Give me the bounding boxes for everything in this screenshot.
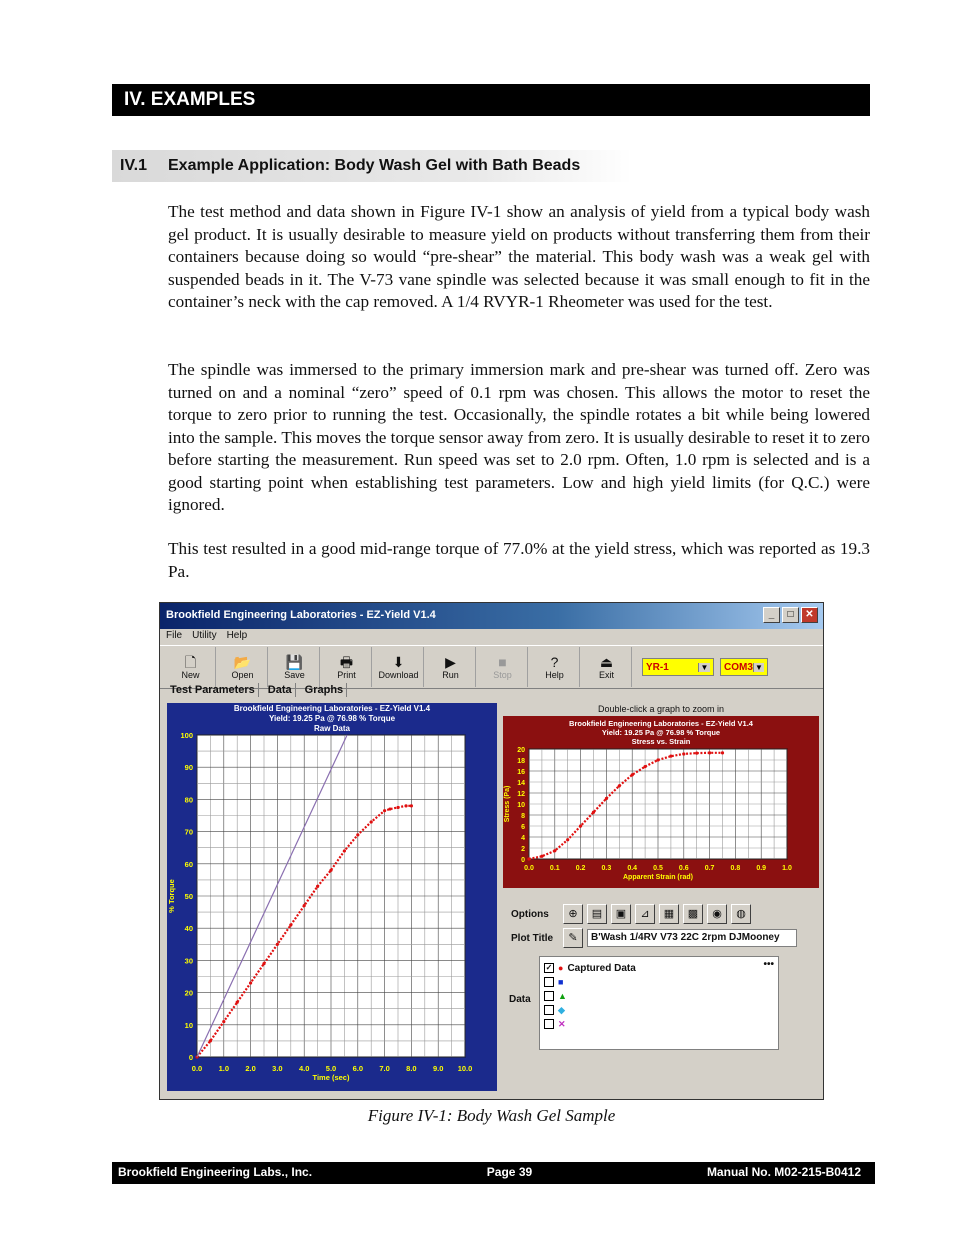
x-tick-label: 0.7 [704, 865, 715, 872]
y-tick-label: 20 [517, 747, 525, 754]
save-plot-icon[interactable]: ▣ [611, 904, 631, 924]
data-point [276, 943, 279, 946]
tab-test-parameters[interactable]: Test Parameters [167, 683, 259, 697]
data-point [388, 807, 391, 810]
help-icon: ? [550, 654, 559, 670]
subsection-number: IV.1 [120, 157, 147, 174]
data-point [222, 1020, 225, 1023]
y-tick-label: 100 [180, 731, 193, 740]
series-marker-icon: ◆ [558, 1004, 565, 1015]
series-checkbox[interactable] [544, 991, 554, 1001]
x-tick-label: 5.0 [325, 1064, 337, 1073]
x-tick-label: 0.0 [191, 1064, 203, 1073]
paragraph: This test resulted in a good mid-range torque of 77.0% at the yield stress, which was reported as 19.3 Pa. [168, 539, 870, 581]
y-tick-label: 70 [184, 827, 193, 837]
x-tick-label: 0.6 [678, 865, 689, 872]
paragraph: The spindle was immersed to the primary immersion mark and pre-shear was turned off. Zero was turned on and a nominal “zero” speed of 0.1 rpm was chosen. This allows the motor to reset the torque to zero prior to running the test. Occasionally, the spindle rotates a bit while being lowered into the sample. This moves the torque sensor away from zero. It is usually desirable to reset it to zero before starting the measurement. Run speed was set to 2.0 rpm. Often, 1.0 rpm is selected and is a good starting point when establishing test parameters. Low and high yield limits (for Q.C.) were ignored. [168, 360, 870, 514]
y-tick-label: 90 [184, 763, 193, 773]
series-marker-icon: ● [558, 963, 564, 973]
toolbar-button-label: Open [231, 670, 254, 680]
data-point [656, 758, 659, 761]
subsection-title: Example Application: Body Wash Gel with Bath Beads [168, 157, 581, 174]
x-tick-label: 1.0 [218, 1064, 230, 1073]
x-tick-label: 0.5 [653, 865, 663, 872]
minimize-icon[interactable]: _ [763, 607, 780, 623]
footer-company: Brookfield Engineering Labs., Inc. [118, 1165, 313, 1179]
x-tick-label: 0.4 [627, 865, 638, 872]
data-series-item[interactable] [544, 989, 774, 1003]
x-tick-label: 8.0 [406, 1064, 417, 1073]
data-point [592, 811, 595, 814]
chart-title: Brookfield Engineering Laboratories - EZ-Yield V1.4 [569, 719, 753, 728]
x-tick-label: 10.0 [457, 1064, 473, 1073]
run-icon: ▶ [445, 654, 456, 670]
data-series-item[interactable] [544, 1017, 774, 1031]
data-point [329, 869, 332, 872]
chevron-down-icon: ▼ [698, 663, 710, 672]
stress-strain-chart[interactable] [503, 716, 819, 888]
chart-title: Brookfield Engineering Laboratories - EZ-Yield V1.4 [233, 704, 431, 713]
series-marker-icon: ✕ [558, 1018, 566, 1029]
toolbar-button-label: Exit [598, 670, 614, 680]
x-tick-label: 3.0 [272, 1064, 283, 1073]
x-tick-label: 9.0 [432, 1064, 444, 1073]
series-checkbox[interactable]: ✓ [545, 963, 553, 972]
menu-bar [160, 629, 823, 645]
y-tick-label: 20 [184, 988, 193, 998]
data-point [370, 820, 373, 823]
y-tick-label: 10 [184, 1020, 193, 1030]
data-series-item[interactable] [544, 975, 774, 989]
x-tick-label: 4.0 [298, 1064, 310, 1073]
y-tick-label: 8 [521, 813, 525, 820]
y-tick-label: 14 [517, 780, 525, 787]
port-select-value: COM3 [724, 661, 753, 673]
x-tick-label: 7.0 [379, 1064, 390, 1073]
save-button[interactable] [270, 647, 320, 687]
data-point [209, 1039, 212, 1042]
data-point [682, 752, 685, 755]
edit-title-icon[interactable]: ✎ [563, 928, 583, 948]
data-point [579, 824, 582, 827]
y-tick-label: 30 [184, 956, 193, 966]
y-tick-label: 80 [184, 795, 193, 805]
footer-page-number: Page 39 [486, 1165, 533, 1179]
plot-title-field[interactable]: B'Wash 1/4RV V73 22C 2rpm DJMooney [587, 929, 797, 947]
print-button[interactable] [322, 647, 372, 687]
raw-data-chart[interactable] [167, 703, 497, 1091]
x-tick-label: 0.1 [549, 865, 560, 872]
section-heading: IV. EXAMPLES [112, 84, 870, 116]
series-checkbox[interactable] [544, 1005, 554, 1015]
chart-subtitle: Yield: 19.25 Pa @ 76.98 % Torque [268, 714, 396, 723]
y-tick-label: 0 [188, 1053, 193, 1062]
plot-title-label: Plot Title [511, 932, 554, 944]
x-tick-label: 0.8 [730, 865, 741, 872]
toolbar-button-label: New [181, 670, 200, 680]
series-label: Captured Data [567, 962, 636, 974]
color-icon[interactable]: ◉ [707, 904, 727, 924]
data-point [236, 1001, 239, 1004]
toolbar-button-label: Download [378, 670, 419, 680]
data-point [249, 981, 252, 984]
chart-icon[interactable]: ▤ [587, 904, 607, 924]
y-tick-label: 10 [517, 802, 525, 809]
app-screenshot [159, 602, 824, 1100]
toolbar-button-label: Run [442, 670, 459, 680]
data-point [410, 804, 413, 807]
x-axis-label: Apparent Strain (rad) [622, 874, 694, 881]
close-icon[interactable]: ✕ [801, 607, 818, 623]
new-icon: 🗋 [184, 654, 197, 670]
window-titlebar [160, 603, 823, 629]
x-tick-label: 0.0 [524, 865, 534, 872]
tab-bar [167, 683, 347, 697]
data-point [695, 752, 698, 755]
series-marker-icon: ■ [558, 977, 564, 987]
y-tick-label: 60 [184, 859, 193, 869]
stop-button[interactable] [478, 647, 528, 687]
data-point [383, 809, 386, 812]
x-tick-label: 6.0 [352, 1064, 364, 1073]
help-button[interactable] [530, 647, 580, 687]
y-tick-label: 50 [184, 892, 193, 901]
y-tick-label: 18 [517, 758, 525, 765]
data-point [669, 755, 672, 758]
x-tick-label: 0.3 [601, 865, 612, 872]
figure-caption: Figure IV-1: Body Wash Gel Sample [367, 1106, 616, 1125]
series-checkbox[interactable] [544, 1019, 554, 1029]
x-tick-label: 0.2 [575, 865, 586, 872]
data-point [708, 751, 711, 754]
y-tick-label: 16 [517, 769, 525, 776]
data-series-item[interactable] [544, 961, 774, 975]
options-panel [503, 902, 809, 1052]
options-label: Options [511, 908, 549, 920]
chart-subtitle2: Raw Data [313, 724, 351, 733]
model-select[interactable] [642, 658, 714, 676]
data-point [631, 773, 634, 776]
save-icon: 💾 [285, 654, 304, 670]
tab-graphs[interactable]: Graphs [302, 683, 348, 697]
data-point [303, 904, 306, 907]
data-point [527, 857, 530, 860]
new-button[interactable] [166, 647, 216, 687]
data-point [721, 751, 724, 754]
data-point [316, 885, 319, 888]
series-checkbox[interactable] [544, 977, 554, 987]
download-button[interactable] [374, 647, 424, 687]
menu-help[interactable]: Help [226, 630, 248, 641]
data-point [404, 804, 407, 807]
data-point [396, 806, 399, 809]
toolbar-button-label: Save [284, 670, 305, 680]
data-series-item[interactable] [544, 1003, 774, 1017]
tab-data[interactable]: Data [265, 683, 296, 697]
paragraph: The test method and data shown in Figure IV-1 show an analysis of yield from a typical body wash gel product. It is usually desirable to measure yield on products without transferring them from their containers because doing so would “pre-shear” the material. This body wash was a weak gel with suspended beads in it. The V-73 vane spindle was selected because it was small enough to fit in the container’s neck with the cap removed. A 1/4 RVYR-1 Rheometer was used for the test. [168, 202, 870, 311]
data-point [289, 923, 292, 926]
data-series-list [539, 956, 779, 1050]
grid-icon[interactable]: ▩ [683, 904, 703, 924]
data-point [540, 855, 543, 858]
y-axis-label: Stress (Pa) [504, 785, 511, 823]
menu-utility[interactable]: Utility [192, 630, 217, 641]
options-icon[interactable]: ⊕ [563, 904, 583, 924]
table-icon[interactable]: ▦ [659, 904, 679, 924]
x-tick-label: 1.0 [782, 865, 792, 872]
data-point [356, 833, 359, 836]
print-icon: 🖶 [339, 654, 354, 670]
x-axis-label: Time (sec) [312, 1073, 350, 1082]
open-button[interactable] [218, 647, 268, 687]
subsection-heading [112, 150, 632, 182]
y-tick-label: 40 [184, 924, 193, 934]
axis-icon[interactable]: ⊿ [635, 904, 655, 924]
data-label: Data [509, 994, 531, 1005]
palette-icon[interactable]: ◍ [731, 904, 751, 924]
chart-subtitle2: Stress vs. Strain [631, 737, 691, 746]
more-button[interactable]: ••• [763, 959, 774, 970]
y-tick-label: 2 [521, 846, 525, 853]
download-icon: ⬇ [392, 654, 405, 670]
footer-manual-number: Manual No. M02-215-B0412 [706, 1165, 861, 1179]
page-footer [112, 1162, 875, 1184]
toolbar-button-label: Stop [493, 670, 512, 680]
chart-subtitle: Yield: 19.25 Pa @ 76.98 % Torque [601, 728, 721, 737]
model-select-value: YR-1 [646, 661, 669, 673]
data-point [343, 849, 346, 852]
exit-icon: ⏏ [599, 654, 614, 670]
exit-button[interactable] [582, 647, 632, 687]
zoom-hint: Double-click a graph to zoom in [597, 704, 725, 714]
data-point [262, 962, 265, 965]
y-tick-label: 4 [521, 835, 525, 842]
series-marker-icon: ▲ [558, 991, 567, 1001]
y-axis-label: % Torque [167, 879, 176, 913]
data-point [605, 797, 608, 800]
y-tick-label: 0 [521, 857, 525, 864]
maximize-icon[interactable]: □ [782, 607, 799, 623]
port-select[interactable] [720, 658, 768, 676]
toolbar-button-label: Help [545, 670, 564, 680]
stop-icon: ■ [498, 654, 507, 670]
window-title: Brookfield Engineering Laboratories - EZ-Yield V1.4 [166, 609, 436, 621]
menu-file[interactable]: File [166, 630, 183, 641]
data-point [566, 838, 569, 841]
x-tick-label: 0.9 [756, 865, 767, 872]
data-point [644, 765, 647, 768]
chevron-down-icon: ▼ [753, 663, 764, 672]
y-tick-label: 6 [521, 824, 525, 831]
data-point [618, 784, 621, 787]
data-point [553, 849, 556, 852]
run-button[interactable] [426, 647, 476, 687]
x-tick-label: 2.0 [245, 1064, 256, 1073]
y-tick-label: 12 [517, 791, 525, 798]
open-icon: 📂 [233, 654, 252, 670]
toolbar-button-label: Print [337, 670, 356, 680]
